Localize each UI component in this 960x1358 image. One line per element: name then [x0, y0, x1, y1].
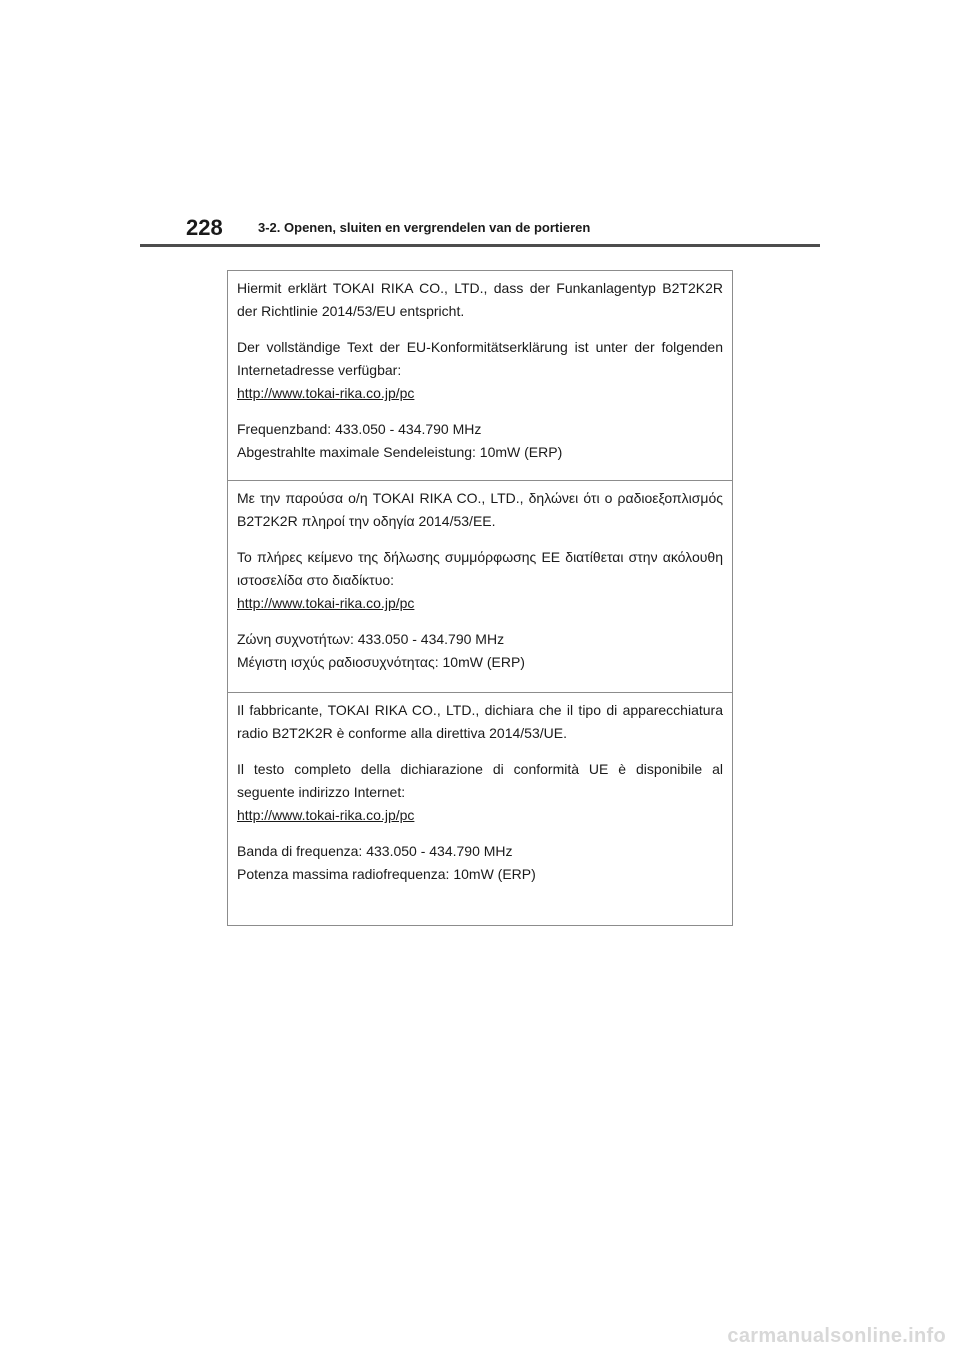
declaration-statement: Hiermit erklärt TOKAI RIKA CO., LTD., dass der Funkanlagentyp B2T2K2R der Richtlinie 2014/53/EU entspricht. [237, 280, 723, 319]
section-title: 3-2. Openen, sluiten en vergrendelen van de portieren [258, 220, 591, 235]
full-text-description: Der vollständige Text der EU-Konformitätserklärung ist unter der folgenden Internetadresse verfügbar: [237, 339, 723, 378]
max-power: Abgestrahlte maximale Sendeleistung: 10mW (ERP) [237, 444, 563, 460]
full-text-description: Το πλήρες κείμενο της δήλωσης συμμόρφωσης ΕΕ διατίθεται στην ακόλουθη ιστοσελίδα στο διαδίκτυο: [237, 549, 723, 588]
frequency-band: Frequenzband: 433.050 - 434.790 MHz [237, 421, 482, 437]
page-header [140, 214, 820, 248]
frequency-band: Ζώνη συχνοτήτων: 433.050 - 434.790 MHz [237, 631, 505, 647]
technical-specs [237, 840, 723, 886]
declaration-full-text-note [237, 758, 723, 827]
declaration-url-link[interactable]: http://www.tokai-rika.co.jp/pc [237, 807, 415, 823]
declaration-full-text-note [237, 546, 723, 615]
max-power: Μέγιστη ισχύς ραδιοσυχνότητας: 10mW (ERP) [237, 654, 525, 670]
declaration-full-text-note [237, 336, 723, 405]
technical-specs [237, 628, 723, 674]
declarations-box [227, 270, 733, 926]
declaration-greek [228, 480, 732, 692]
page-number: 228 [186, 215, 223, 240]
declaration-url-link[interactable]: http://www.tokai-rika.co.jp/pc [237, 595, 415, 611]
full-text-description: Il testo completo della dichiarazione di conformità UE è disponibile al seguente indirizzo Internet: [237, 761, 723, 800]
declaration-italian [228, 692, 732, 925]
declaration-statement: Με την παρούσα ο/η TOKAI RIKA CO., LTD., δηλώνει ότι ο ραδιοεξοπλισμός B2T2K2R πληροί την οδηγία 2014/53/ΕΕ. [237, 490, 723, 529]
technical-specs [237, 418, 723, 464]
declaration-statement: Il fabbricante, TOKAI RIKA CO., LTD., dichiara che il tipo di apparecchiatura radio B2T2K2R è conforme alla direttiva 2014/53/UE. [237, 702, 723, 741]
max-power: Potenza massima radiofrequenza: 10mW (ERP) [237, 866, 536, 882]
header-divider [140, 244, 820, 247]
declaration-url-link[interactable]: http://www.tokai-rika.co.jp/pc [237, 385, 415, 401]
watermark-logo: carmanualsonline.info [727, 1325, 946, 1347]
declaration-german [228, 271, 732, 480]
frequency-band: Banda di frequenza: 433.050 - 434.790 MHz [237, 843, 513, 859]
